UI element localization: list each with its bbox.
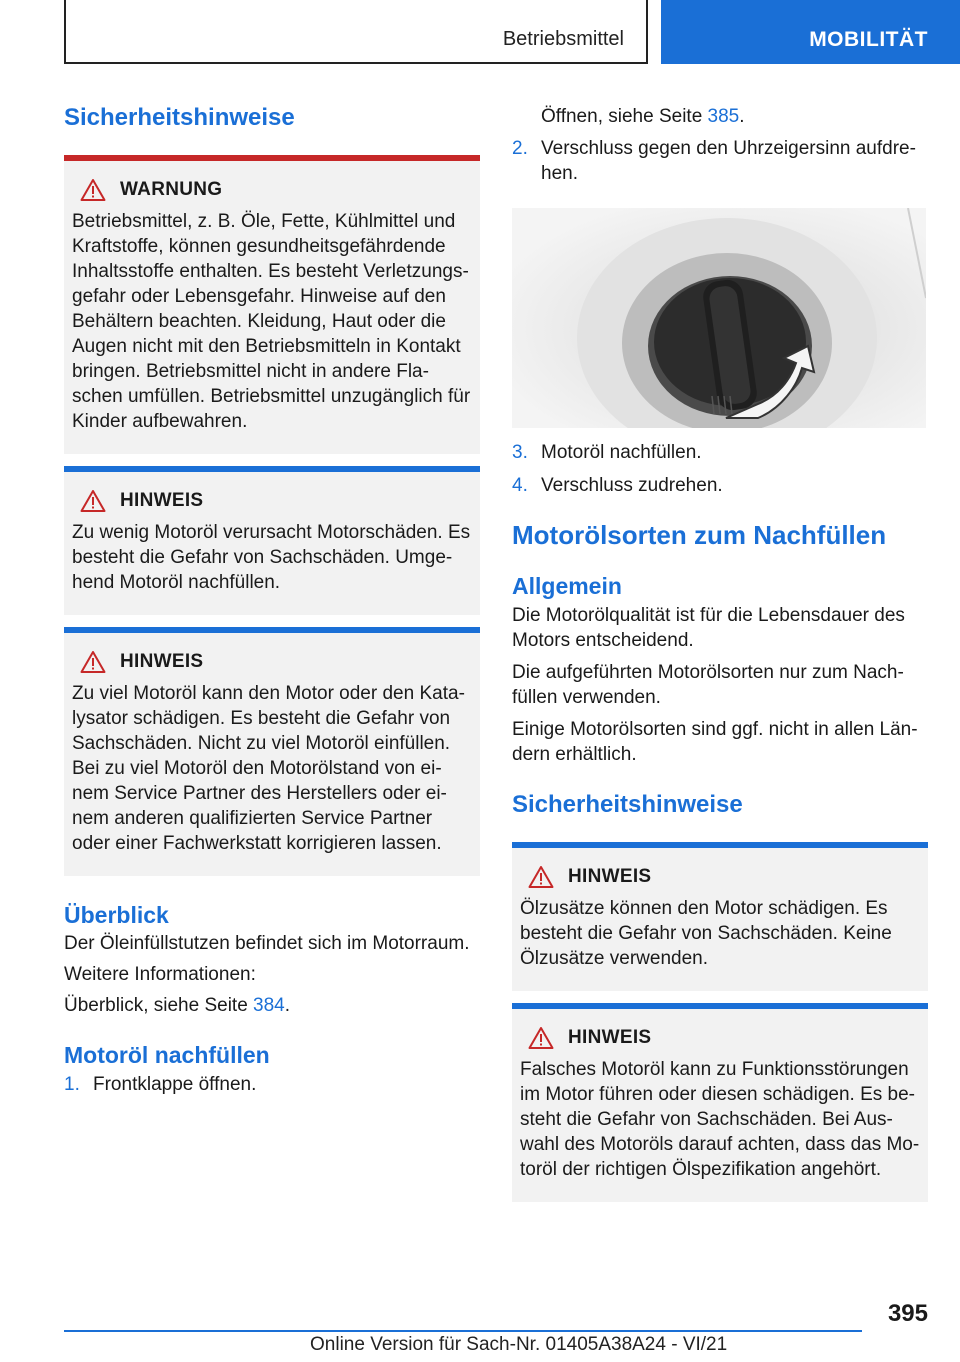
step-3: [512, 440, 928, 465]
heading-safety-2: Sicherheitshinweise: [512, 790, 743, 818]
step-ref-text: Öffnen, siehe Seite: [541, 106, 708, 127]
page-link-384[interactable]: 384: [253, 995, 285, 1017]
page-number: 395: [887, 1300, 928, 1327]
overview-ref-end: .: [284, 995, 291, 1017]
overview-paragraph-2: Weitere Informationen:: [64, 964, 256, 986]
notice-box-3: [512, 842, 928, 991]
notice-triangle-icon: [528, 1026, 554, 1050]
overview-paragraph-3: [64, 993, 480, 1018]
overview-paragraph-1: Der Öleinfüllstutzen befindet sich im Motorraum.: [64, 933, 470, 955]
header-chapter-tab: MOBILITÄT: [661, 0, 960, 64]
right-column: [512, 104, 928, 1202]
notice-title-3: HINWEIS: [568, 865, 652, 887]
notice-box-1: [64, 466, 480, 615]
general-paragraph-3: Einige Motorölsorten sind ggf. nicht in allen Ländern erhältlich.: [512, 718, 918, 765]
notice-box-2: [64, 627, 480, 876]
page-link-385[interactable]: 385: [707, 106, 740, 127]
general-paragraph-2: Die aufgeführten Motorölsorten nur zum Nachfüllen verwenden.: [512, 661, 904, 708]
header-section-box: [64, 0, 648, 64]
overview-ref-text: Überblick, siehe Seite: [64, 995, 254, 1017]
notice-triangle-icon: [80, 650, 106, 674]
step-number: 4.: [512, 475, 528, 496]
warning-box: [64, 155, 480, 454]
oil-filler-cap-illustration: [512, 208, 926, 428]
heading-oil-types: Motorölsorten zum Nachfüllen: [512, 520, 887, 550]
warning-triangle-icon: [80, 178, 106, 202]
step-number: 2.: [512, 138, 528, 159]
heading-refill: Motoröl nachfüllen: [64, 1042, 270, 1069]
notice-text-2: Zu viel Motoröl kann den Motor oder den Katalysator schädigen. Es besteht die Gefahr von Sachschäden. Nicht zu viel Motoröl einfüllen. Bei zu viel Motoröl den Motorölstand von einem Service Partner des Herstellers oder einem anderen qualifizierten Service Partner oder einer Fachwerkstatt korrigieren lassen.: [72, 682, 465, 854]
notice-triangle-icon: [80, 489, 106, 513]
step-text: [541, 104, 745, 129]
notice-text-3: Ölzusätze können den Motor schädigen. Es besteht die Gefahr von Sachschäden. Keine Ölzusätze verwenden.: [520, 897, 892, 969]
header-section-title: Betriebsmittel: [502, 28, 624, 50]
notice-title-4: HINWEIS: [568, 1026, 652, 1048]
step-text: Verschluss zudrehen.: [541, 475, 723, 496]
step-text: Frontklappe öffnen.: [93, 1073, 257, 1095]
step-1-continued: [512, 104, 928, 129]
step-number: 1.: [64, 1073, 80, 1095]
general-paragraph-1: Die Motorölqualität ist für die Lebensdauer des Motors entscheidend.: [512, 604, 905, 651]
footer-version-text: Online Version für Sach-Nr. 01405A38A24 - VI/21: [310, 1334, 728, 1355]
left-column: [64, 96, 480, 1097]
step-number: 3.: [512, 442, 528, 463]
notice-text-1: Zu wenig Motoröl verursacht Motorschäden. Es besteht die Gefahr von Sachschäden. Umgehend Motoröl nachfüllen.: [72, 521, 471, 593]
heading-general: Allgemein: [512, 573, 622, 600]
notice-triangle-icon: [528, 865, 554, 889]
step-text: Verschluss gegen den Uhrzeigersinn aufdrehen.: [541, 138, 916, 184]
step-ref-end: .: [739, 106, 745, 127]
warning-text: Betriebsmittel, z. B. Öle, Fette, Kühlmittel und Kraftstoffe, können gesundheitsgefährdende Inhaltsstoffe enthalten. Es besteht Verletzungsgefahr oder Lebensgefahr. Hinweise auf den Behältern beachten. Kleidung, Haut oder die Augen nicht mit den Betriebsmitteln in Kontakt bringen. Betriebsmittel nicht in andere Flaschen umfüllen. Betriebsmittel unzugänglich für Kinder aufbewahren.: [72, 210, 471, 432]
notice-text-4: Falsches Motoröl kann zu Funktionsstörungen im Motor führen oder diesen schädigen. Es besteht die Gefahr von Sachschäden. Bei Auswahl des Motoröls darauf achten, dass das Motoröl der richtigen Ölspezifikation angehört.: [520, 1058, 920, 1180]
notice-title-2: HINWEIS: [120, 650, 204, 672]
step-4: [512, 473, 928, 498]
step-1: [64, 1072, 480, 1097]
warning-title: WARNUNG: [120, 178, 223, 200]
notice-box-4: [512, 1003, 928, 1202]
heading-overview: Überblick: [64, 901, 169, 928]
notice-title-1: HINWEIS: [120, 489, 204, 511]
footer-divider: [64, 1330, 862, 1332]
oil-cap-photo: [512, 208, 926, 428]
step-text: Motoröl nachfüllen.: [541, 442, 702, 463]
step-2: [512, 136, 928, 186]
heading-safety: Sicherheitshinweise: [64, 104, 295, 131]
